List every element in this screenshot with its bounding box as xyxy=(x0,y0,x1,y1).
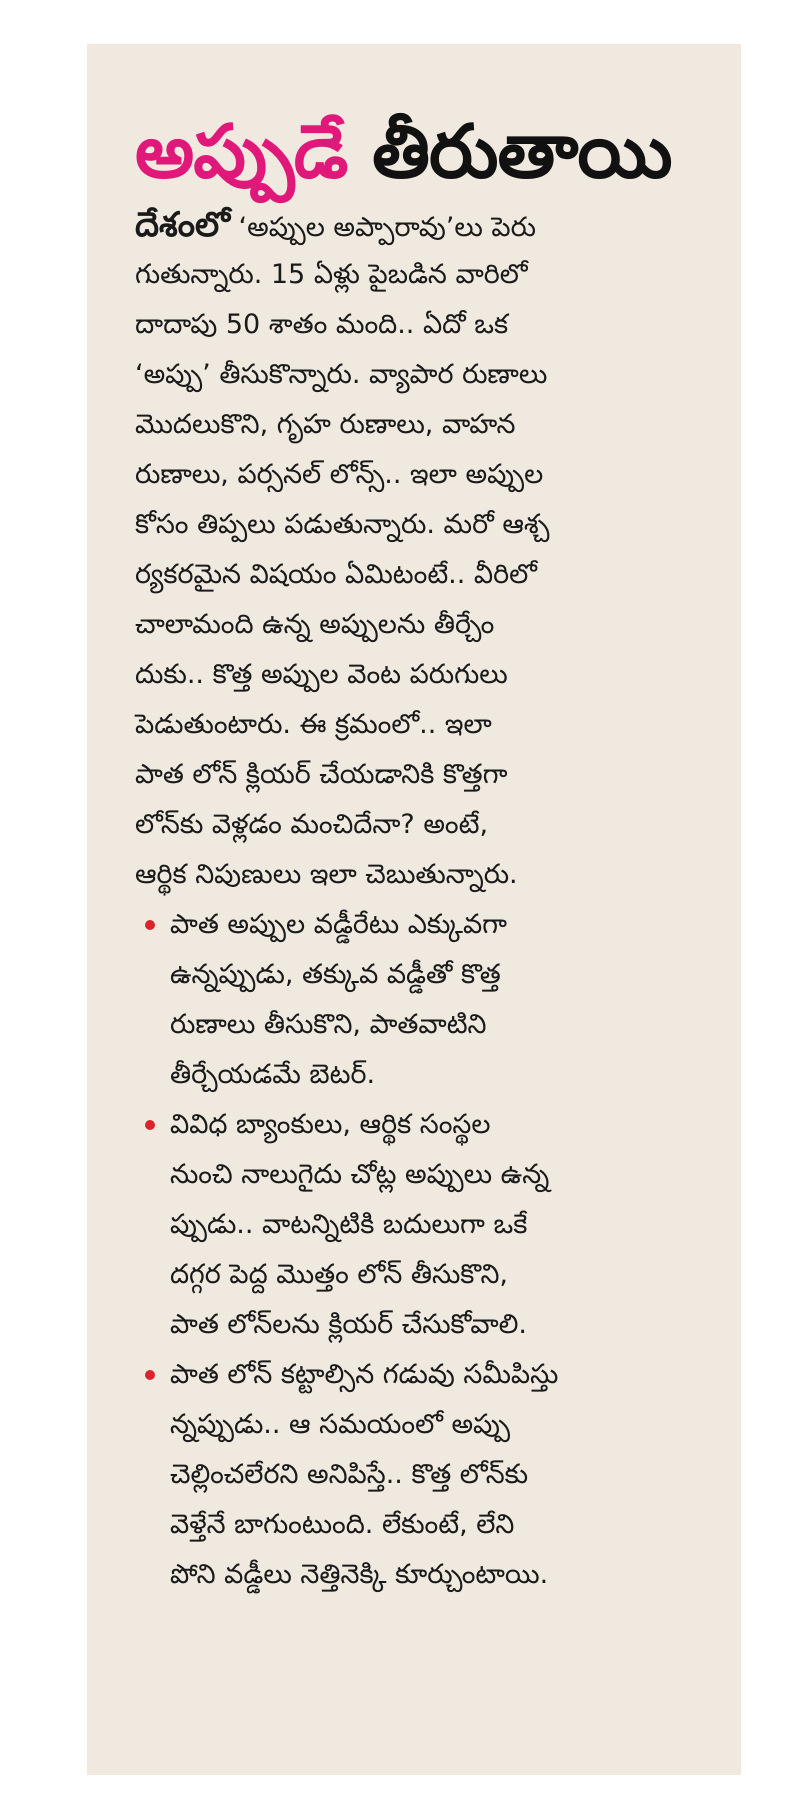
tip-item xyxy=(135,900,695,1100)
article-body xyxy=(135,200,695,1600)
intro-line: పెడుతుంటారు. ఈ క్రమంలో.. ఇలా xyxy=(135,709,492,740)
tip-text xyxy=(170,1100,695,1350)
intro-line: దాదాపు 50 శాతం మంది.. ఏదో ఒక xyxy=(135,309,509,340)
tip-line: పాత అప్పుల వడ్డీరేటు ఎక్కువగా xyxy=(170,909,508,940)
headline-rest: తీరుతాయి xyxy=(347,109,672,195)
tip-line: వెళ్తేనే బాగుంటుంది. లేకుంటే, లేని xyxy=(170,1509,515,1540)
bullet-dot-icon xyxy=(145,1370,155,1380)
bullet-dot-icon xyxy=(145,1120,155,1130)
article-headline xyxy=(135,97,672,207)
tip-text xyxy=(170,1350,695,1600)
headline-accent: అప్పుడే xyxy=(135,109,348,195)
intro-line: దుకు.. కొత్త అప్పుల వెంట పరుగులు xyxy=(135,659,508,690)
tip-line: న్నప్పుడు.. ఆ సమయంలో అప్పు xyxy=(170,1409,511,1440)
tip-text xyxy=(170,900,695,1100)
tip-line: దగ్గర పెద్ద మొత్తం లోన్ తీసుకొని, xyxy=(170,1259,508,1290)
intro-line: గుతున్నారు. 15 ఏళ్లు పైబడిన వారిలో xyxy=(135,259,528,290)
tip-item xyxy=(135,1350,695,1600)
tip-line: చెల్లించలేరని అనిపిస్తే.. కొత్త లోన్‌కు xyxy=(170,1459,529,1490)
tip-line: పాత లోన్‌లను క్లియర్ చేసుకోవాలి. xyxy=(170,1309,528,1340)
tip-line: ప్పుడు.. వాటన్నిటికి బదులుగా ఒకే xyxy=(170,1209,528,1240)
tip-line: నుంచి నాలుగైదు చోట్ల అప్పులు ఉన్న xyxy=(170,1159,550,1190)
tip-item xyxy=(135,1100,695,1350)
intro-line: ‘అప్పు’ తీసుకొన్నారు. వ్యాపార రుణాలు xyxy=(135,359,548,390)
bullet-dot-icon xyxy=(145,920,155,930)
intro-line xyxy=(135,200,695,250)
tip-line: వివిధ బ్యాంకులు, ఆర్థిక సంస్థల xyxy=(170,1109,491,1140)
intro-line: మొదలుకొని, గృహ రుణాలు, వాహన xyxy=(135,409,516,440)
tip-line: తీర్చేయడమే బెటర్. xyxy=(170,1059,376,1090)
intro-line: పాత లోన్ క్లియర్ చేయడానికి కొత్తగా xyxy=(135,759,508,790)
tip-line: ఉన్నప్పుడు, తక్కువ వడ్డీతో కొత్త xyxy=(170,959,501,990)
intro-line: కోసం తిప్పలు పడుతున్నారు. మరో ఆశ్చ xyxy=(135,509,550,540)
intro-line: రుణాలు, పర్సనల్ లోన్స్.. ఇలా అప్పుల xyxy=(135,459,544,490)
intro-line: చాలామంది ఉన్న అప్పులను తీర్చేం xyxy=(135,609,495,640)
intro-line-text: ‘అప్పుల అప్పారావు’లు పెరు xyxy=(229,212,536,243)
intro-lead-word: దేశంలో xyxy=(135,205,230,245)
tip-line: పాత లోన్ కట్టాల్సిన గడువు సమీపిస్తు xyxy=(170,1359,559,1390)
tip-line: రుణాలు తీసుకొని, పాతవాటిని xyxy=(170,1009,487,1040)
intro-line: ఆర్థిక నిపుణులు ఇలా చెబుతున్నారు. xyxy=(135,859,518,890)
intro-line: లోన్‌కు వెళ్లడం మంచిదేనా? అంటే, xyxy=(135,809,489,840)
intro-line: ర్యకరమైన విషయం ఏమిటంటే.. వీరిలో xyxy=(135,559,537,590)
tip-line: పోని వడ్డీలు నెత్తినెక్కి కూర్చుంటాయి. xyxy=(170,1559,549,1590)
